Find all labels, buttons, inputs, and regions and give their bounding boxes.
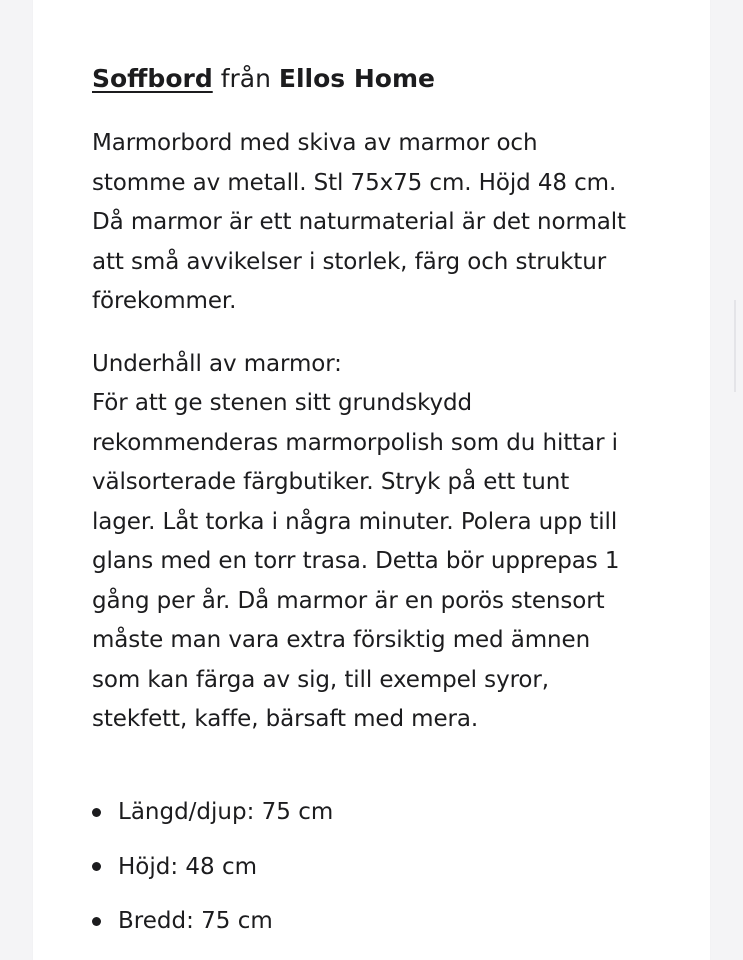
description-line: förekommer. — [92, 288, 237, 314]
spec-text: Höjd: 48 cm — [118, 853, 258, 880]
product-description — [92, 62, 692, 740]
spec-item-width — [92, 900, 333, 942]
care-line: måste man vara extra försiktig med ämnen — [92, 627, 591, 653]
spec-item-height — [92, 846, 333, 888]
bullet-icon — [92, 917, 101, 926]
product-heading — [92, 62, 692, 96]
care-line: gång per år. Då marmor är en porös stensort — [92, 587, 605, 614]
description-line: Då marmor är ett naturmaterial är det normalt — [92, 209, 626, 235]
spec-list — [92, 791, 333, 955]
care-line: Underhåll av marmor: — [92, 350, 342, 377]
spec-item-length — [92, 791, 333, 833]
care-line: För att ge stenen sitt grundskydd — [92, 390, 473, 416]
care-line: glans med en torr trasa. Detta bör upprepas 1 — [92, 548, 620, 574]
care-line: välsorterade färgbutiker. Stryk på ett tunt — [92, 469, 570, 495]
spec-text: Längd/djup: 75 cm — [118, 799, 334, 825]
care-line: lager. Låt torka i några minuter. Polera upp till — [92, 508, 618, 535]
description-line: Marmorbord med skiva av marmor och — [92, 130, 538, 156]
description-line: att små avvikelser i storlek, färg och struktur — [92, 248, 607, 275]
care-line: rekommenderas marmorpolish som du hittar i — [92, 429, 618, 456]
scroll-indicator — [734, 300, 736, 392]
bullet-icon — [92, 808, 101, 817]
care-paragraph — [92, 345, 692, 740]
spec-text: Bredd: 75 cm — [118, 908, 273, 934]
care-line: som kan färga av sig, till exempel syror, — [92, 666, 549, 693]
description-paragraph — [92, 124, 692, 322]
bullet-icon — [92, 862, 101, 871]
brand-name: Ellos Home — [278, 64, 435, 93]
description-line: stomme av metall. Stl 75x75 cm. Höjd 48 cm. — [92, 169, 617, 196]
heading-from-word: från — [220, 64, 271, 93]
product-category-link[interactable]: Soffbord — [92, 64, 213, 93]
care-line: stekfett, kaffe, bärsaft med mera. — [92, 706, 479, 732]
